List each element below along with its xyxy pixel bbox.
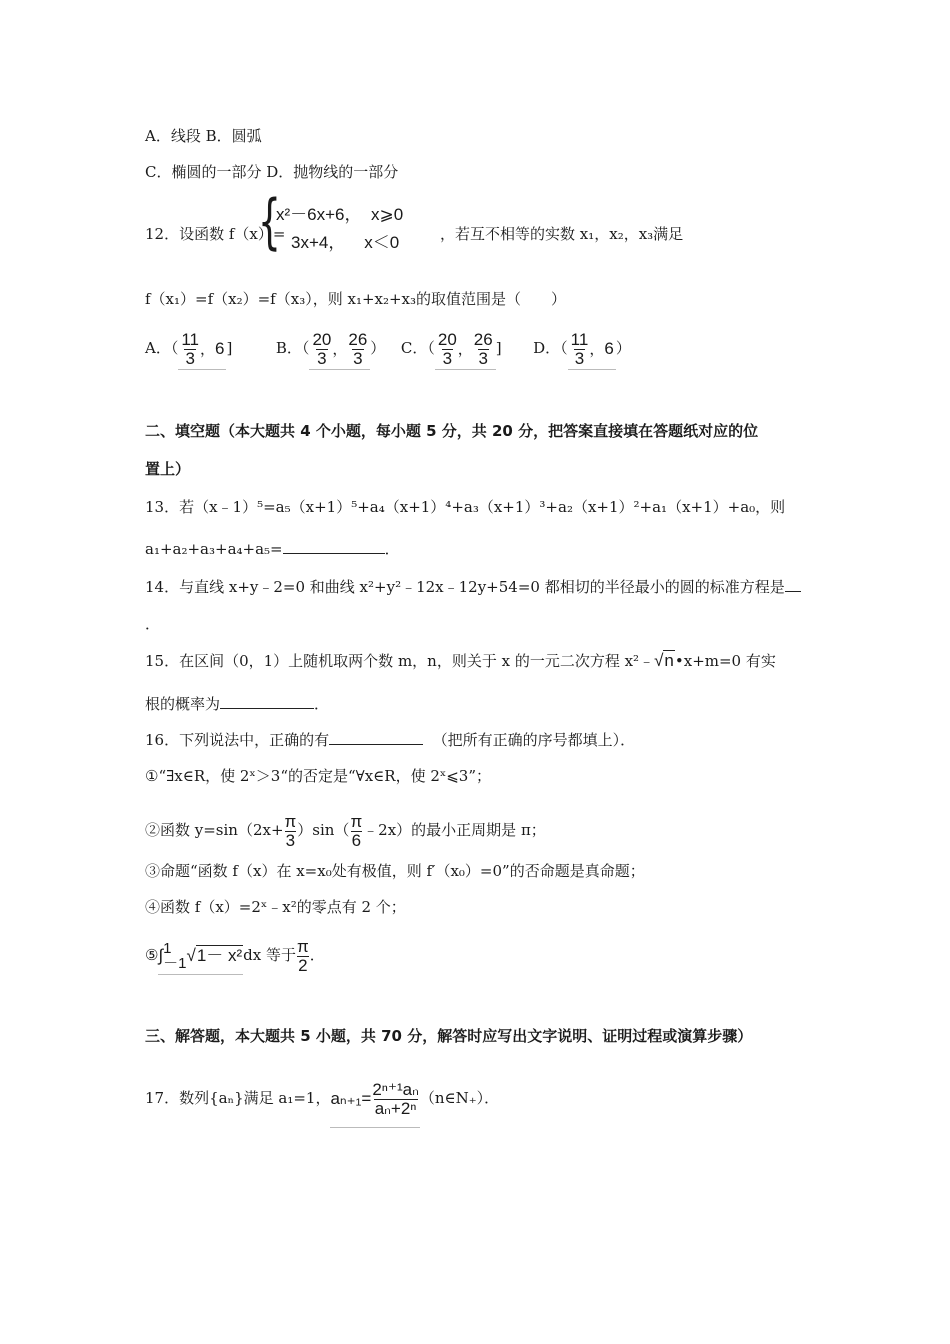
frac-denominator: 3 [317,349,327,368]
q12-option-c[interactable] [400,330,506,368]
recurrence-lhs: aₙ₊₁= [330,1088,372,1108]
section2-heading-line2: 置上） [145,460,191,478]
frac-denominator: 3 [185,349,195,368]
q14-answer-blank[interactable] [785,576,801,592]
q15-answer-blank[interactable] [220,693,314,709]
q12-option-b[interactable] [275,330,390,368]
period: ． [384,540,400,558]
q14-line2: ． [145,615,161,633]
q16-line1 [145,729,635,750]
q12-option-a[interactable] [145,330,237,368]
integral-expression: ∫ 1 －1 √1－ x² [158,938,243,975]
q17-statement [145,1070,499,1128]
q13-expression: a₁+a₂+a₃+a₄+a₅= [145,540,283,558]
comma: ， [457,339,473,358]
q12-lead: 12．设函数 f（x）= [145,225,286,243]
frac-denominator: 3 [285,830,296,850]
option-label: B．（ [275,339,310,357]
q17-recurrence [330,1071,419,1128]
q11-options-cd: C．椭圆的一部分 D．抛物线的一部分 [145,163,399,181]
frac-numerator: π [284,811,297,831]
pi-over-2 [296,938,310,975]
q12-options [145,328,631,370]
frac-denominator: 3 [478,349,488,368]
comma: ， [200,339,216,358]
s5-label: ⑤ [145,946,159,964]
option-close: ） [615,339,631,357]
period: ． [314,695,330,713]
option-close: ] [495,339,502,357]
pi-over-6 [349,813,363,850]
q17-tail: （n∈N₊）． [419,1089,500,1107]
option-close: ） [370,339,386,357]
q11-options-ab: A．线段 B．圆弧 [145,127,262,145]
frac-denominator: aₙ+2ⁿ [374,1098,417,1118]
integral-lower: －1 [163,955,187,973]
frac-denominator: 6 [351,830,362,850]
q13-line2 [145,538,400,559]
frac-numerator: 20 [312,330,332,349]
q16-statement-2 [145,812,546,850]
q12-piecewise-function [258,187,428,257]
pi-over-3 [284,813,298,850]
q14-line1 [145,576,801,597]
q17-text: 17．数列{aₙ}满足 a₁=1， [145,1089,331,1107]
sqrt-argument: n [664,651,674,670]
frac-numerator: 26 [473,330,493,349]
s2-text-b: ）sin（ [297,821,350,839]
q16-text-b: （把所有正确的序号都填上）． [432,731,636,749]
frac-numerator: 20 [437,330,457,349]
piece2-condition: x＜0 [364,233,400,252]
left-brace-icon: { [258,187,281,257]
integrand: 1－ x² [196,945,243,965]
q15-line2 [145,693,329,714]
option-close: ] [226,339,233,357]
q16-statement-1: ①“∃x∈R，使 2ˣ＞3“的否定是“∀x∈R，使 2ˣ⩽3”； [145,767,492,785]
frac-numerator: π [297,936,309,956]
q12-line2: f（x₁）=f（x₂）=f（x₃），则 x₁+x₂+x₃的取值范围是（ ） [145,290,567,308]
q12-option-d[interactable] [533,330,631,368]
frac-denominator: 3 [574,349,585,368]
integral-icon: ∫ [158,945,164,965]
section2-heading-line1: 二、填空题（本大题共 4 个小题，每小题 5 分，共 20 分，把答案直接填在答题纸对应的位 [145,422,759,440]
frac-denominator: 3 [442,349,453,368]
sqrt-icon: √n [654,651,674,670]
q16-text-a: 16．下列说法中，正确的有 [145,731,330,749]
frac-numerator: 2ⁿ⁺¹aₙ [372,1079,419,1099]
option-interval [178,329,226,370]
q12-tail: ，若互不相等的实数 x₁，x₂，x₃满足 [440,225,684,243]
piece2-expression: 3x+4， [291,233,346,252]
s2-text-c: ﹣2x）的最小正周期是 π； [363,821,546,839]
q15-text: 根的概率为 [145,695,221,713]
option-label: C．（ [400,339,435,357]
frac-denominator: 3 [353,349,363,368]
frac-denominator: 2 [298,955,308,975]
frac-numerator: 11 [570,330,589,349]
q16-statement-3: ③命题“函数 f（x）在 x=x₀处有极值，则 f′（x₀）=0”的否命题是真命题； [145,862,645,880]
s2-text-a: ②函数 y=sin（2x+ [145,821,284,839]
option-label: D．（ [533,339,568,357]
frac-numerator: π [350,811,363,831]
period: ． [309,946,325,964]
s5-text: dx 等于 [243,946,296,964]
comma: ， [589,339,605,358]
frac-numerator: 11 [181,330,199,349]
q15-line1 [145,651,776,671]
q16-statement-4: ④函数 f（x）=2ˣ﹣x²的零点有 2 个； [145,898,406,916]
option-label: A．（ [145,339,179,357]
q16-answer-blank[interactable] [329,729,423,745]
piece1-condition: x⩾0 [370,205,404,224]
piece1-expression: x²－6x+6， [276,205,362,224]
option-interval [309,329,370,370]
option-interval [568,329,616,370]
q13-line1: 13．若（x﹣1）⁵=a₅（x+1）⁵+a₄（x+1）⁴+a₃（x+1）³+a₂（x+1）²+a₁（x+1）+a₀，则 [145,498,786,516]
q16-statement-5 [145,937,325,975]
section3-heading: 三、解答题，本大题共 5 小题，共 70 分，解答时应写出文字说明、证明过程或演算步骤） [145,1027,753,1045]
frac-numerator: 26 [348,330,368,349]
q14-text: 14．与直线 x+y﹣2=0 和曲线 x²+y²﹣12x﹣12y+54=0 都相切的半径最小的圆的标准方程是 [145,578,785,596]
q13-answer-blank[interactable] [283,538,385,554]
comma: ， [332,339,348,358]
q15-text-a: 15．在区间（0，1）上随机取两个数 m，n，则关于 x 的一元二次方程 x²﹣ [145,652,655,670]
integral-upper: 1 [163,940,172,958]
q15-text-b: •x+m=0 有实 [674,652,776,670]
interval-end: 6 [215,338,225,358]
interval-end: 6 [604,338,614,358]
option-interval [435,329,496,370]
